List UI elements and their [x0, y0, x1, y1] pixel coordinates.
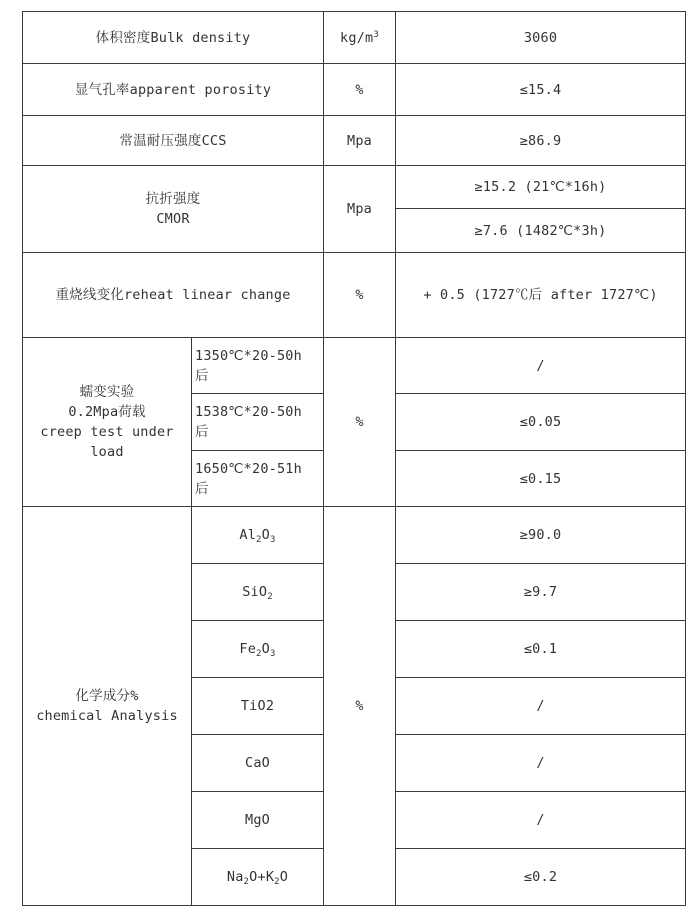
value-cell — [396, 507, 686, 564]
value-label: ≤0.15 — [519, 470, 562, 487]
creep-property-cell — [23, 338, 192, 507]
table-row-cmor — [23, 166, 686, 209]
value-cell — [396, 12, 686, 64]
property-cell — [23, 166, 324, 253]
value-cell — [396, 792, 686, 849]
property-label-line2: CMOR — [156, 211, 190, 227]
chemical-property-cell — [23, 507, 192, 906]
value-label: ≤15.4 — [519, 81, 562, 98]
condition-cell — [192, 338, 324, 394]
table-row-reheat — [23, 253, 686, 338]
value-cell — [396, 735, 686, 792]
value-label: ≤0.05 — [519, 414, 562, 430]
unit-label: Mpa — [347, 201, 372, 217]
component-cell — [192, 849, 324, 906]
value-cell — [396, 849, 686, 906]
value-label: ≥15.2 (21℃*16h) — [474, 179, 607, 195]
value-label: ≥7.6 (1482℃*3h) — [474, 222, 607, 239]
value-label: ≥90.0 — [519, 527, 562, 543]
creep-label-line4: load — [90, 444, 124, 460]
unit-label: % — [355, 81, 364, 98]
component-label: TiO2 — [240, 698, 275, 714]
unit-label: kg/m — [340, 29, 374, 46]
value-cell — [396, 116, 686, 166]
component-label: SiO$_2$ — [242, 584, 273, 602]
unit-label: % — [355, 287, 364, 303]
unit-cell — [324, 253, 396, 338]
value-label: / — [536, 812, 545, 828]
component-label: CaO — [245, 755, 270, 771]
table-row-chem-al2o3 — [23, 507, 686, 564]
unit-cell — [324, 166, 396, 253]
property-label-line1: 抗折强度 — [145, 191, 201, 207]
value-cell — [396, 253, 686, 338]
table-row-creep-1 — [23, 338, 686, 394]
component-cell — [192, 792, 324, 849]
value-cell — [396, 621, 686, 678]
component-cell — [192, 621, 324, 678]
property-label: 重烧线变化reheat linear change — [55, 287, 291, 303]
condition-cell — [192, 394, 324, 451]
value-cell — [396, 166, 686, 209]
component-label: $Fe_2O_3$ — [239, 641, 276, 659]
component-label: MgO — [245, 812, 270, 828]
creep-label-line1: 蠕变实验 — [79, 384, 135, 400]
property-cell — [23, 116, 324, 166]
component-cell — [192, 735, 324, 792]
value-label: / — [536, 755, 545, 771]
value-label: + 0.5 (1727℃后 after 1727℃) — [423, 287, 658, 303]
chemical-label-line1: 化学成分% — [75, 688, 139, 704]
property-label: 常温耐压强度CCS — [119, 132, 227, 149]
value-label: ≥86.9 — [519, 132, 562, 149]
property-cell — [23, 64, 324, 116]
unit-label: Mpa — [347, 132, 372, 149]
table-row-apparent-porosity — [23, 64, 686, 116]
creep-label-line2: 0.2Mpa荷载 — [68, 404, 146, 420]
table-row-bulk-density — [23, 12, 686, 64]
unit-cell — [324, 507, 396, 906]
value-cell — [396, 209, 686, 253]
unit-cell — [324, 64, 396, 116]
value-cell — [396, 678, 686, 735]
condition-line2: 后 — [195, 480, 209, 497]
property-label: 显气孔率apparent porosity — [74, 81, 272, 98]
condition-line1: 1650℃*20-51h — [195, 460, 302, 477]
specification-table — [22, 11, 686, 906]
unit-label: % — [355, 414, 364, 430]
condition-line2: 后 — [195, 367, 209, 384]
value-cell — [396, 564, 686, 621]
property-label: 体积密度Bulk density — [95, 29, 251, 46]
condition-line2: 后 — [195, 424, 209, 440]
component-label: $Na_2O+K_2O$ — [226, 869, 289, 887]
value-label: ≥9.7 — [523, 584, 558, 600]
condition-line1: 1350℃*20-50h — [195, 347, 302, 364]
value-label: / — [536, 357, 545, 374]
property-cell — [23, 253, 324, 338]
condition-cell — [192, 451, 324, 507]
unit-cell — [324, 338, 396, 507]
value-label: ≤0.1 — [523, 641, 558, 657]
value-cell — [396, 451, 686, 507]
value-label: / — [536, 698, 545, 714]
table-row-ccs — [23, 116, 686, 166]
component-cell — [192, 678, 324, 735]
unit-cell — [324, 116, 396, 166]
value-label: 3060 — [523, 29, 558, 46]
condition-line1: 1538℃*20-50h — [195, 404, 302, 420]
property-cell — [23, 12, 324, 64]
component-label: $Al_2O_3$ — [239, 527, 276, 545]
unit-cell — [324, 12, 396, 64]
component-cell — [192, 507, 324, 564]
value-cell — [396, 64, 686, 116]
chemical-label-line2: chemical Analysis — [36, 708, 178, 724]
value-label: ≤0.2 — [523, 869, 558, 885]
value-cell — [396, 394, 686, 451]
unit-superscript: 3 — [373, 29, 379, 40]
component-cell — [192, 564, 324, 621]
creep-label-line3: creep test under — [40, 424, 174, 440]
unit-label: % — [355, 698, 364, 714]
value-cell — [396, 338, 686, 394]
